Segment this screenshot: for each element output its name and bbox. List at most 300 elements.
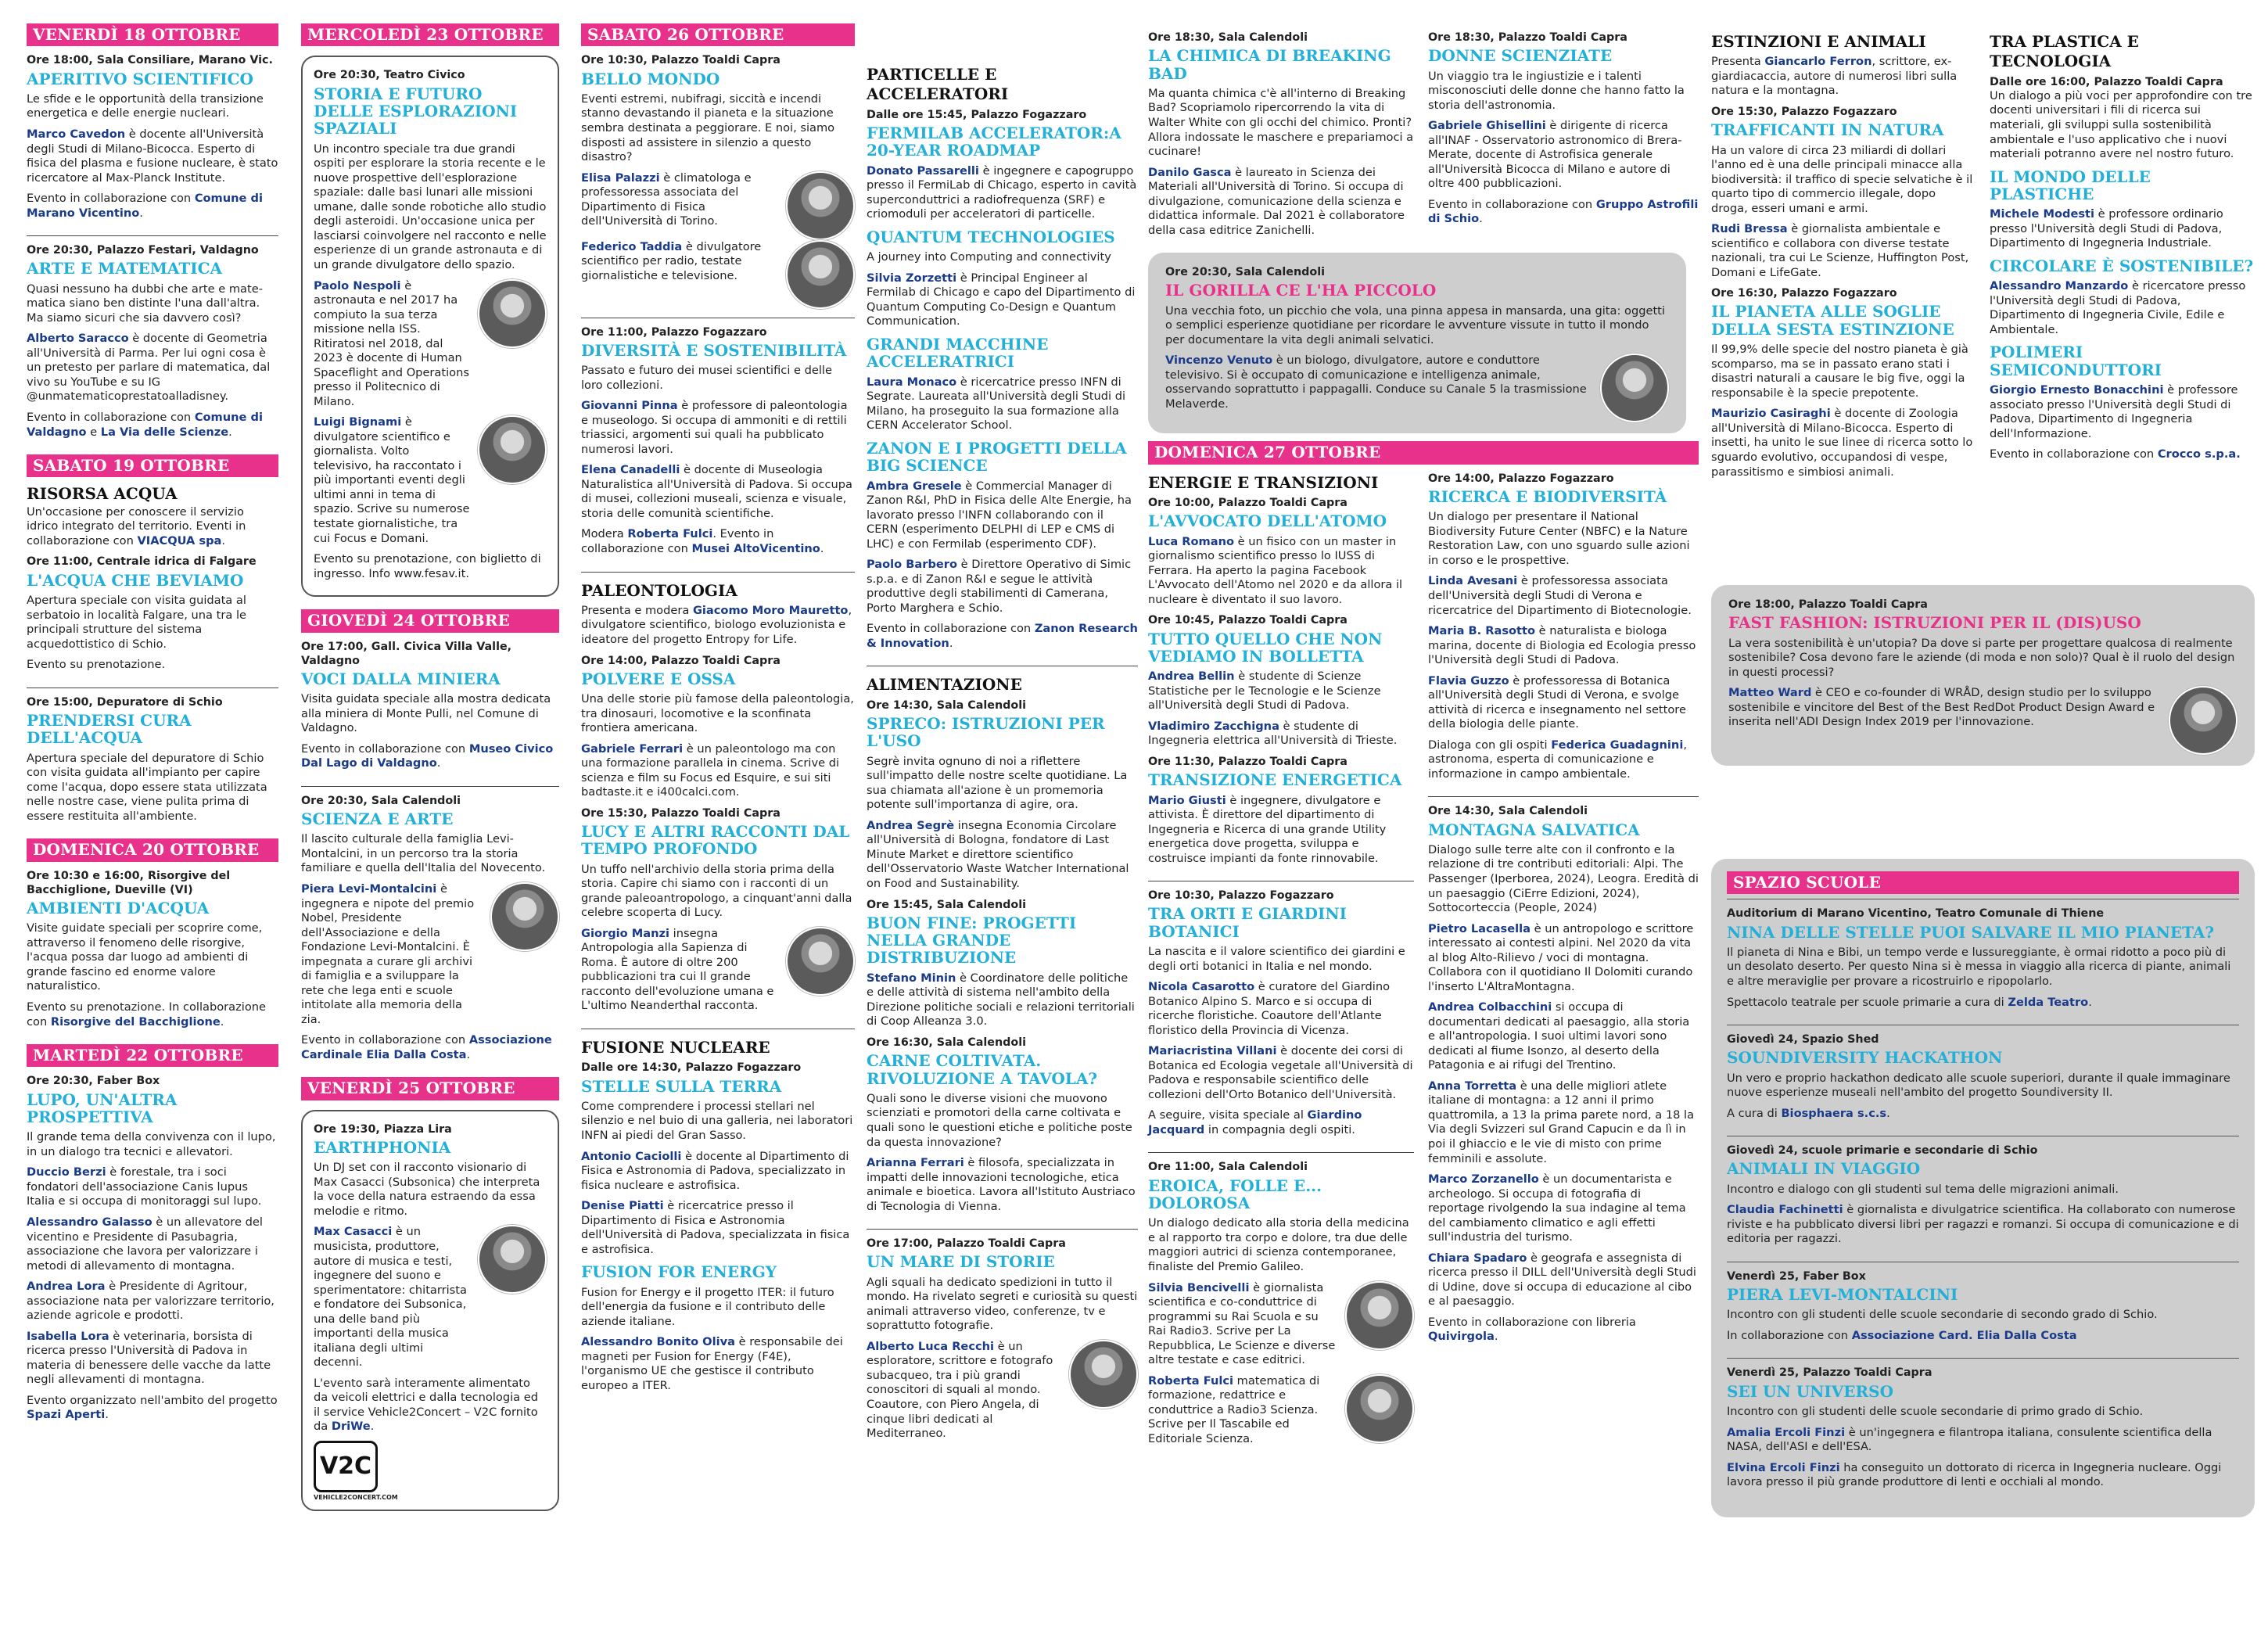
speaker-photo [1600,354,1669,422]
speaker-bio: Roberta Fulci matematica di formazione, redattrice e conduttrice a Radio3 Scienza. Scrive per Il Tascabile ed Editoriale Scienza. [1148,1373,1320,1445]
event-description: Apertura speciale del depuratore di Schio con visita guidata all'impianto per capire come l'acqua, dopo essere stata utilizzata nelle nostre case, viene pulita prima di essere restituita all'ambiente. [27,751,267,823]
speaker-name: Luigi Bignami [314,415,402,429]
event-title: FERMILAB ACCELERATOR:A 20-YEAR ROADMAP [867,123,1121,160]
speaker-bio: Marco Zorzanello è un documentarista e archeologo. Si occupa di fotografia di reportage rivolgendo la sua indagine al tema del cambiamento climatico e agli effetti sull'industria del turismo. [1428,1172,1686,1244]
event-title: BUON FINE: PROGETTI NELLA GRANDE DISTRIBUZIONE [867,913,1077,968]
collaboration-note: Modera Roberta Fulci. Evento in collaborazione con Musei AltoVicentino. [581,527,824,555]
event-title: RISORSA ACQUA [27,484,178,504]
column-6 [1711,23,1976,494]
event-time-place: Ore 18:30, Palazzo Toaldi Capra [1428,31,1627,44]
speaker-bio: Danilo Gasca è laureato in Scienza dei Materiali all'Università di Torino. Si occupa di divulgazione, comunicazione della scienza e didattica informale. Dal 2021 è collaboratore della casa editrice Zanichelli. [1148,165,1405,237]
speaker-bio: Gabriele Ghisellini è dirigente di ricerca all'INAF - Osservatorio astronomico di Brera-Merate, docente di Astrofisica generale all'Università Bicocca di Milano e autore di oltre 400 pubblicazioni. [1428,119,1682,191]
event-time-place: Giovedì 24, Spazio Shed [1727,1033,1879,1047]
speaker-name: Giovanni Pinna [581,399,678,413]
event-block [581,318,855,572]
event-title: FAST FASHION: ISTRUZIONI PER IL (DIS)USO [1728,613,2141,633]
event-title: L'AVVOCATO DELL'ATOMO [1148,512,1387,531]
speaker-photo [490,882,559,951]
event-time-place: Dalle ore 14:30, Palazzo Fogazzaro [581,1061,802,1075]
event-description: Una delle storie più famose della paleontologia, tra dinosauri, locomotive e la sconfinata frontiera americana. [581,692,854,735]
speaker-name: Alberto Saracco [27,332,129,346]
fast-fashion-box [1711,585,2255,766]
speaker-name: Max Casacci [314,1225,393,1239]
event-title: ZANON E I PROGETTI DELLA BIG SCIENCE [867,438,1127,476]
speaker-bio: Duccio Berzi è forestale, tra i soci fondatori dell'associazione Canis lupus Italia e si occupa di monitoraggi sul lupo. [27,1165,262,1208]
speaker-name: Nicola Casarotto [1148,980,1255,994]
collaboration-note: Evento in collaborazione con Comune di Marano Vicentino. [27,192,263,220]
speaker-name: Rudi Bressa [1711,222,1788,236]
collaborator-name: Comune di Marano Vicentino [27,192,263,220]
section-heading: ESTINZIONI E ANIMALI [1711,32,1926,51]
speaker-row [1728,686,2237,755]
collaborator-name: Giardino Jacquard [1148,1108,1362,1136]
event-description: Un incontro speciale tra due grandi ospiti per esplorare la storia recente e le nuove prospettive dell'esplorazione spaziale: dalle basi lunari alle missioni umane, dalle sonde robotiche allo studio degli asteroidi. Un'occasione unica per lasciarsi coinvolgere nel racconto e nelle esperienze di un grande astronauta e di un grande divulgatore dello spazio. [314,142,547,271]
event-time-place: Ore 10:45, Palazzo Toaldi Capra [1148,614,1348,627]
event-description: Il pianeta di Nina e Bibi, un tempo verde e lussureggiante, è ormai ridotto a poco più di un desolato deserto. Per questo Nina si è messa in viaggio alla ricerca di piante, animali e altre meraviglie per provare a ricostruirlo e ripopolarlo. [1727,945,2231,988]
speaker-bio: Alberto Saracco è docente di Geometria all'Università di Parma. Per lui ogni cosa è un pretesto per parlare di matematica, dal vivo su YouTube e su IG @unmatematicoprestatoalladisney. [27,332,271,404]
event-title: DIVERSITÀ E SOSTENIBILITÀ [581,340,847,360]
speaker-name: Arianna Ferrari [867,1156,964,1170]
event-time-place: Ore 10:30 e 16:00, Risorgive del Bacchiglione, Dueville (VI) [27,869,231,896]
speaker-bio: Luca Romano è un fisico con un master in giornalismo scientifico presso lo IUSS di Ferrara. Ha aperto la pagina Facebook L'Avvocato dell'Atomo nel 2020 e da allora il nucleare è diventato il suo lavoro. [1148,534,1403,606]
speaker-bio: Gabriele Ferrari è un paleontologo ma con una formazione parallela in cinema. Scrive di scienza e film su Focus ed Esquire, e sui siti badtaste.it e i400calci.com. [581,741,840,799]
speaker-photo [786,240,855,309]
bottom-left [1148,465,1414,1462]
event-note: Evento su prenotazione, con biglietto di ingresso. Info www.fesav.it. [314,552,541,580]
event-time-place: Ore 17:00, Gall. Civica Villa Valle, Valdagno [301,640,512,667]
speaker-bio: Paolo Barbero è Direttore Operativo di Simic s.p.a. e di Zanon R&I e segue le attività produttive degli stabilimenti di Camerana, Porto Marghera e Schio. [867,558,1132,615]
speaker-name: Silvia Bencivelli [1148,1280,1250,1294]
speaker-name: Michele Modesti [1990,207,2095,221]
speaker-bio: Arianna Ferrari è filosofa, specializzata in impatti delle innovazioni tecnologiche, etica animale e bioetica. Lavora all'Istituto Austriaco di Tecnologia di Vienna. [867,1156,1136,1213]
speaker-name: Gabriele Ghisellini [1428,119,1546,133]
speaker-name: Chiara Spadaro [1428,1251,1527,1265]
event-description: Il 99,9% delle specie del nostro pianeta è già scomparso, ma se in passato erano stati i disastri naturali a causare le big five, oggi la responsabile è la specie prepotente. [1711,343,1968,400]
section-heading: ENERGIE E TRANSIZIONI [1148,472,1379,492]
column-4 [867,56,1138,1456]
speaker-bio: Giovanni Pinna è professore di paleontologia e museologo. Si occupa di ammoniti e di rettili triassici, argomenti sui quali ha pubblicato numerosi lavori. [581,399,848,456]
event-block [1727,1358,2239,1504]
speaker-row [581,927,855,1020]
collaboration-note: A seguire, visita speciale al Giardino Jacquard in compagnia degli ospiti. [1148,1108,1362,1136]
speaker-name: Flavia Guzzo [1428,673,1509,688]
event-block [27,235,278,454]
speaker-bio: Mariacristina Villani è docente dei corsi di Botanica ed Ecologia vegetale all'Università di Padova e responsabile scientifico delle collezioni dell'Orto Botanico dell'Università. [1148,1044,1413,1101]
speaker-bio: Denise Piatti è ricercatrice presso il Dipartimento di Fisica e Astronomia dell'Università di Padova, specializzata in fisica e astrofisica. [581,1199,850,1256]
event-time-place: Ore 20:30, Teatro Civico [314,69,465,82]
event-title: CIRCOLARE È SOSTENIBILE? [1990,256,2254,275]
v2c-logo: V2C [314,1441,378,1492]
event-title: SEI UN UNIVERSO [1727,1381,1894,1401]
event-block [1727,1262,2239,1359]
speaker-row [1165,354,1669,422]
section-heading: FUSIONE NUCLEARE [581,1038,770,1057]
event-description: Un dialogo per presentare il National Biodiversity Future Center (NBFC) e la Nature Restoration Law, con uno sguardo sulle azioni in corso e le prospettive. [1428,510,1690,567]
event-block [581,572,855,1029]
speaker-photo [786,927,855,996]
event-title: TRANSIZIONE ENERGETICA [1148,770,1402,790]
event-title: IL GORILLA CE L'HA PICCOLO [1165,281,1437,300]
event-note: Evento su prenotazione. [27,658,166,672]
event-time-place: Ore 10:30, Palazzo Toaldi Capra [581,54,781,67]
date-bar: VENERDÌ 18 OTTOBRE [27,23,278,46]
event-block [867,1229,1138,1456]
event-title: PRENDERSI CURA DELL'ACQUA [27,710,192,748]
collaboration-note: Spettacolo teatrale per scuole primarie a cura di Zelda Teatro. [1727,995,2092,1009]
event-title: GRANDI MACCHINE ACCELERATRICI [867,334,1049,372]
speaker-bio: Rudi Bressa è giornalista ambientale e scientifico e collabora con diverse testate nazionali, tra cui Le Scienze, Huffington Post, Domani e LifeGate. [1711,222,1969,279]
collaborator-name: Risorgive del Bacchiglione [50,1014,221,1029]
date-bar: SABATO 19 OTTOBRE [27,454,278,477]
column-5 [1148,23,1699,1461]
event-title: TRA ORTI E GIARDINI BOTANICI [1148,904,1347,941]
date-bar: DOMENICA 20 OTTOBRE [27,838,278,861]
event-description: Segrè invita ognuno di noi a riflettere sull'impatto delle nostre scelte quotidiane. La sua chiamata all'azione è un promemoria potente sull'importanza di agire, ora. [867,754,1128,812]
event-block [27,1067,278,1438]
speaker-name: Duccio Berzi [27,1165,106,1179]
collaborator-name: La Via delle Scienze [100,425,229,439]
speaker-bio: Pietro Lacasella è un antropologo e scrittore interessato ai contesti alpini. Nel 2020 da vita al blog Alto-Rilievo / voci di montagna. Collabora con il quotidiano Il Dolomiti curando l'inserto L'AltraMontagna. [1428,921,1694,993]
event-description: A journey into Computing and connectivity [867,250,1111,264]
event-title: NINA DELLE STELLE PUOI SALVARE IL MIO PIANETA? [1727,922,2215,942]
event-description: Un'occasione per conoscere il servizio idrico integrato del territorio. Eventi in collaborazione con VIACQUA spa. [27,504,246,548]
event-box [301,56,559,597]
event-description: Le sfide e le opportunità della transizione energetica e delle energie nucleari. [27,92,264,120]
event-block [27,862,278,1044]
speaker-bio: Giorgio Manzi insegna Antropologia alla Sapienza di Roma. È autore di oltre 200 pubblicazioni tra cui Il grande racconto dell'evoluzione umana e L'ultimo Neanderthal racconta. [581,926,774,1013]
speaker-bio: Elvina Ercoli Finzi ha conseguito un dottorato di ricerca in Ingegneria nucleare. Oggi lavora presso il più grande produttore di lenti e occhiali al mondo. [1727,1460,2222,1489]
event-description: Un DJ set con il racconto visionario di Max Casacci (Subsonica) che interpreta la voce della natura estraendo da essa melodie e ritmo. [314,1161,540,1218]
speaker-name: Paolo Nespoli [314,278,401,293]
event-time-place: Auditorium di Marano Vicentino, Teatro Comunale di Thiene [1727,907,2105,921]
event-block [1990,23,2255,477]
event-block [1727,1025,2239,1136]
event-description: Incontro con gli studenti delle scuole secondarie di primo grado di Schio. [1727,1405,2144,1419]
event-description: Un dialogo a più voci per approfondire con tre docenti universitari i fili di ricerca sui materiali, gli sviluppi sulla sostenibilità ambientale e l'uso applicativo che i nuovi materiali potranno avere nel nostro futuro. [1990,88,2252,161]
speaker-photo [786,171,855,240]
speaker-bio: Maria B. Rasotto è naturalista e biologa marina, docente di Biologia ed Ecologia presso l'Università degli Studi di Padova. [1428,624,1696,667]
event-time-place: Ore 14:30, Sala Calendoli [1428,805,1588,818]
bottom-row [1148,465,1699,1462]
event-description: Presenta Giancarlo Ferron, scrittore, ex-giardiacaccia, autore di numerosi libri sulla natura e la montagna. [1711,55,1958,98]
speaker-row [314,1225,547,1376]
collaboration-note: Evento in collaborazione con Zanon Research & Innovation. [867,622,1138,650]
event-description: Incontro e dialogo con gli studenti sul tema delle migrazioni animali. [1727,1182,2119,1196]
speaker-bio: Paolo Nespoli è astronauta e nel 2017 ha compiuto la sua terza missione nella ISS. Ritiratosi nel 2018, dal 2023 è docente di Human Spaceflight and Operations presso il Politecnico di Milano. [314,278,469,408]
event-time-place: Dalle ore 16:00, Palazzo Toaldi Capra [1990,75,2223,88]
speaker-row [1148,1281,1414,1374]
event-time-place: Ore 10:00, Palazzo Toaldi Capra [1148,497,1348,510]
speaker-bio: Elena Canadelli è docente di Museologia Naturalistica all'Università di Padova. Si occupa di musei, collezioni museali, scienza e visuale, storia delle comunità scientifiche. [581,463,852,520]
speaker-bio: Flavia Guzzo è professoressa di Botanica all'Università degli Studi di Verona, e svolge attività di ricerca e insegnamento nel settore della biologia delle piante. [1428,673,1686,731]
event-time-place: Ore 20:30, Sala Calendoli [1165,266,1326,279]
v2c-logo-caption: VEHICLE2CONCERT.COM [314,1493,398,1501]
speaker-name: Ambra Gresele [867,479,962,493]
event-title: DONNE SCIENZIATE [1428,46,1613,66]
event-title: BELLO MONDO [581,69,720,88]
event-time-place: Ore 15:30, Palazzo Toaldi Capra [581,806,781,820]
event-title: EROICA, FOLLE E... DOLOROSA [1148,1176,1322,1213]
event-time-place: Ore 20:30, Faber Box [27,1075,160,1088]
event-description: La vera sostenibilità è un'utopia? Da dove si parte per progettare qualcosa di realmente sostenibile? Cosa devono fare le aziende (di moda e non solo)? Qual è il ruolo del design in questi processi? [1728,636,2235,679]
event-description: La nascita e il valore scientifico dei giardini e degli orti botanici in Italia e nel mondo. [1148,945,1405,973]
date-bar: DOMENICA 27 OTTOBRE [1148,441,1699,464]
speaker-row [314,415,547,552]
event-title: ANIMALI IN VIAGGIO [1727,1159,1921,1179]
speaker-name: Elena Canadelli [581,463,680,477]
speaker-name: Laura Monaco [867,375,957,389]
event-title: L'ACQUA CHE BEVIAMO [27,570,244,590]
event-title: QUANTUM TECHNOLOGIES [867,227,1115,246]
event-block [27,46,278,235]
event-description: Ha un valore di circa 23 miliardi di dollari l'anno ed è una delle principali minacce alla biodiversità: il traffico di specie selvatiche è il quarto tipo di commercio illegale, dopo droga, esseri umani e armi. [1711,143,1973,215]
event-description: Ma quanta chimica c'è all'interno di Breaking Bad? Scopriamolo ripercorrendo la vita di Walter White con gli occhi del chimico. Pronti? Allora indossate le maschere e prepariamoci a cucinare! [1148,86,1414,159]
speaker-name: Vladimiro Zacchigna [1148,719,1279,733]
speaker-bio: Andrea Colbacchini si occupa di documentari dedicati al paesaggio, alla storia e all'antropologia. I suoi ultimi lavori sono dedicati al fiume Isonzo, al deserto della Patagonia e ai rifugi del Trentino. [1428,1000,1690,1072]
event-time-place: Ore 15:30, Palazzo Fogazzaro [1711,105,1897,118]
collaboration-note: Evento in collaborazione con Associazione Cardinale Elia Dalla Costa. [301,1033,552,1061]
event-description: Una vecchia foto, un picchio che vola, una pinna appesa in mansarda, una gita: oggetti o semplici esperienze quotidiane per ricordare le avventure vissute in tutto il mondo per documentare la vita degli animali selvatici. [1165,303,1665,346]
event-title: UN MARE DI STORIE [867,1252,1055,1272]
event-description: Il grande tema della convivenza con il lupo, in un dialogo tra tecnici e allevatori. [27,1130,276,1158]
collaboration-note: Evento in collaborazione con Gruppo Astrofili di Schio. [1428,197,1699,226]
speaker-name: Danilo Gasca [1148,165,1232,179]
speaker-name: Andrea Segrè [867,818,955,832]
event-time-place: Ore 11:00, Palazzo Fogazzaro [581,325,767,339]
speaker-bio: Max Casacci è un musicista, produttore, autore di musica e testi, ingegnere del suono e sperimentatore: chitarrista e fondatore dei Subsonica, una delle band più importanti della musica italiana degli ultimi decenni. [314,1225,467,1370]
collaborator-name: Comune di Valdagno [27,410,263,439]
event-title: CARNE COLTIVATA. RIVOLUZIONE A TAVOLA? [867,1051,1098,1088]
event-title: TUTTO QUELLO CHE NON VEDIAMO IN BOLLETTA [1148,629,1383,666]
speaker-bio: Vincenzo Venuto è un biologo, divulgatore, autore e conduttore televisivo. Si è occupato di comunicazione e intelligenza animale, osservando soprattutto i pappagalli. Conduce su Canale 5 la trasmissione Melaverde. [1165,354,1587,411]
speaker-bio: Laura Monaco è ricercatrice presso INFN di Segrate. Laureata all'Università degli Studi di Milano, ha proseguito la sua formazione alla CERN Accelerator School. [867,375,1126,433]
speaker-name: Andrea Colbacchini [1428,1000,1552,1014]
event-title: PIERA LEVI-MONTALCINI [1727,1285,1958,1305]
collaboration-note: A cura di Biosphaera s.c.s. [1727,1106,1890,1120]
speaker-photo [1345,1281,1414,1350]
speaker-row [301,882,559,1033]
speaker-name: Stefano Minin [867,971,956,985]
event-block [27,688,278,839]
speaker-name: Vincenzo Venuto [1165,354,1273,368]
speaker-bio: Silvia Zorzetti è Principal Engineer al Fermilab di Chicago e capo del Dipartimento di Quantum Computing Co-Design e Quantum Communication. [867,271,1136,329]
event-time-place: Ore 18:30, Sala Calendoli [1148,31,1308,44]
speaker-name: Roberta Fulci [1148,1373,1233,1388]
speaker-name: Donato Passarelli [867,163,979,178]
speaker-bio: Stefano Minin è Coordinatore delle politiche e delle attività di sistema nell'ambito della Direzione politiche sociali e relazioni territoriali di Coop Alleanza 3.0. [867,971,1135,1029]
event-time-place: Giovedì 24, scuole primarie e secondarie di Schio [1727,1144,2038,1158]
speaker-photo [1345,1374,1414,1443]
event-block [1428,796,1699,1359]
event-title: SCIENZA E ARTE [301,810,454,829]
date-bar: GIOVEDÌ 24 OTTOBRE [301,609,559,632]
event-block [1148,1152,1414,1461]
speaker-name: Alessandro Manzardo [1990,279,2129,293]
collaborator-name: Associazione Cardinale Elia Dalla Costa [301,1033,552,1061]
collaboration-note: In collaborazione con Associazione Card. Elia Dalla Costa [1727,1328,2077,1342]
speaker-name: Mario Giusti [1148,793,1226,807]
speaker-name: Marco Zorzanello [1428,1172,1539,1187]
event-note: L'evento sarà interamente alimentato da veicoli elettrici e dalla tecnologia ed il service Vehicle2Concert – V2C fornito da DriWe. [314,1376,538,1434]
event-description: Agli squali ha dedicato spedizioni in tutto il mondo. Ha rivelato segreti e curiosità su questi animali attraverso video, conferenze, tv e soprattutto fotografie. [867,1275,1138,1333]
speaker-name: Matteo Ward [1728,686,1812,700]
event-block [27,477,278,687]
speaker-bio: Andrea Segrè insegna Economia Circolare all'Università di Bologna, fondatore di Last Minute Market e direttore scientifico dell'Osservatorio Waste Watcher International on Food and Sustainability. [867,818,1129,890]
collaborator-name: Federica Guadagnini [1551,738,1684,752]
highlight-name: Giancarlo Ferron [1764,55,1872,69]
event-description: Un vero e proprio hackathon dedicato alle scuole superiori, durante il quale immaginare nuove esperienze museali nell'ambito del progetto Soundiversity II. [1727,1071,2230,1100]
date-bar: MERCOLEDÌ 23 OTTOBRE [301,23,559,46]
event-description: Fusion for Energy e il progetto ITER: il futuro dell'energia da fusione e il contributo delle aziende italiane. [581,1285,834,1328]
speaker-name: Maurizio Casiraghi [1711,407,1831,421]
top-left [1148,23,1414,253]
event-block [1148,23,1414,253]
speaker-bio: Silvia Bencivelli è giornalista scientifica e co-conduttrice di programmi su Rai Scuola e su Rai Radio3. Scrive per La Repubblica, Le Scienze e diverse altre testate e case editrici. [1148,1280,1336,1367]
event-title: LA CHIMICA DI BREAKING BAD [1148,46,1391,83]
speaker-name: Pietro Lacasella [1428,921,1531,935]
speaker-bio: Claudia Fachinetti è giornalista e divulgatrice scientifica. Ha collaborato con numerose riviste e ha pubblicato diversi libri per ragazzi e romanzi. Si occupa di comunicazione e di editoria per ragazzi. [1727,1203,2239,1246]
speaker-bio: Alberto Luca Recchi è un esploratore, scrittore e fotografo subacqueo, tra i più grandi conoscitori di squali al mondo. Coautore, con Piero Angela, di cinque libri dedicati al Mediterraneo. [867,1339,1053,1441]
collaboration-note: Evento organizzato nell'ambito del progetto Spazi Aperti. [27,1393,278,1422]
speaker-name: Alessandro Bonito Oliva [581,1335,735,1349]
speaker-name: Isabella Lora [27,1329,109,1343]
speaker-name: Elvina Ercoli Finzi [1727,1460,1840,1474]
event-description: Eventi estremi, nubifragi, siccità e incendi stanno devastando il pianeta e la situazione sembra destinata a peggiorare. E noi, siamo disposti ad assistere in silenzio a questo disastro? [581,92,835,164]
speaker-bio: Piera Levi-Montalcini è ingegnera e nipote del premio Nobel, Presidente dell'Associazione e della Fondazione Levi-Montalcini. È impegnata a curare gli archivi di famiglia e a sviluppare la rete che lega enti e scuole intitolate alla memoria della zia. [301,882,475,1026]
event-time-place: Ore 14:00, Palazzo Toaldi Capra [581,654,781,667]
event-time-place: Ore 18:00, Sala Consiliare, Marano Vic. [27,54,273,67]
event-time-place: Venerdì 25, Palazzo Toaldi Capra [1727,1366,1932,1380]
event-time-place: Ore 17:00, Palazzo Toaldi Capra [867,1237,1066,1251]
schools-box [1711,859,2255,1517]
event-title: EARTHPHONIA [314,1137,451,1157]
speaker-name: Silvia Zorzetti [867,271,957,285]
event-time-place: Ore 11:00, Centrale idrica di Falgare [27,555,257,569]
speaker-name: Giorgio Ernesto Bonacchini [1990,383,2164,397]
event-block [1727,899,2239,1025]
event-description: Visite guidate speciali per scoprire come, attraverso il fenomeno delle risorgive, l'acqua possa dar luogo ad ambienti di grande fascino ed enorme valore naturalistico. [27,921,263,993]
speaker-name: Linda Avesani [1428,574,1518,588]
bottom-right [1428,465,1699,1462]
event-block [1148,465,1414,881]
speaker-photo [478,1225,547,1294]
event-title: ARTE E MATEMATICA [27,259,223,278]
speaker-row [867,1340,1138,1448]
event-block [1727,1136,2239,1262]
speaker-name: Federico Taddia [581,239,683,253]
speaker-name: Alberto Luca Recchi [867,1339,995,1353]
event-description: Un tuffo nell'archivio della storia prima della storia. Capire chi siamo con i racconti di un grande paleoantropologo, a cinquant'anni dalla celebre scoperta di Lucy. [581,862,852,920]
event-time-place: Venerdì 25, Faber Box [1727,1269,1866,1283]
section-heading: TRA PLASTICA E TECNOLOGIA [1990,32,2139,71]
collaborator-name: DriWe [331,1420,371,1434]
speaker-bio: Anna Torretta è una delle migliori atlete italiane di montagna: a 12 anni il primo quattromila, a 13 la prima parete nord, a 18 la Via degli Svizzeri sul Grand Capucin e da lì in poi il ghiaccio e le vie di misto con prime femminili e assolute. [1428,1079,1695,1165]
event-block [1428,23,1699,242]
schools-bar: SPAZIO SCUOLE [1727,871,2239,894]
speaker-bio: Antonio Caciolli è docente al Dipartimento di Fisica e Astronomia di Padova, specializzato in fisica nucleare e astrofisica. [581,1149,849,1192]
speaker-bio: Alessandro Manzardo è ricercatore presso l'Università degli Studi di Padova, Dipartimento di Ingegneria Civile, Edile e Ambientale. [1990,279,2246,336]
collaboration-note: Evento in collaborazione con Comune di Valdagno e La Via delle Scienze. [27,410,263,439]
column-7 [1990,23,2255,477]
collaborator-name: Associazione Card. Elia Dalla Costa [1851,1328,2077,1342]
event-description: Un dialogo dedicato alla storia della medicina e al rapporto tra corpo e dolore, tra due delle maggiori autrici di scienza contemporanee, finaliste del Premio Galileo. [1148,1216,1409,1274]
collaborator-name: Museo Civico Dal Lago di Valdagno [301,741,554,770]
event-description: Quasi nessuno ha dubbi che arte e mate-matica siano ben distinte l'una dall'altra. Ma siamo sicuri che sia davvero così? [27,282,263,325]
event-title: SOUNDIVERSITY HACKATHON [1727,1048,2003,1068]
speaker-bio: Matteo Ward è CEO e co-founder di WRÅD, design studio per lo sviluppo sostenibile e vincitore del Best of the Best RedDot Product Design Award e inserita nell'ADI Design Index 2019 per l'innovazione. [1728,686,2155,729]
speaker-bio: Giorgio Ernesto Bonacchini è professore associato presso l'Università degli Studi di Padova, Dipartimento di Ingegneria dell'Informazione. [1990,383,2238,440]
gorilla-box [1148,253,1686,433]
event-title: IL PIANETA ALLE SOGLIE DELLA SESTA ESTINZIONE [1711,302,1954,339]
event-block [581,1029,855,1408]
speaker-name: Piera Levi-Montalcini [301,882,437,896]
speaker-bio: Linda Avesani è professoressa associata dell'Università degli Studi di Verona e ricercatrice del Dipartimento di Biotecnologie. [1428,574,1692,617]
speaker-bio: Michele Modesti è professore ordinario presso l'Università degli Studi di Padova, Dipartimento di Ingegneria Industriale. [1990,207,2223,250]
event-block [1148,881,1414,1152]
speaker-photo [1069,1340,1138,1409]
date-bar: MARTEDÌ 22 OTTOBRE [27,1044,278,1067]
column-3 [581,23,855,1408]
event-title: VOCI DALLA MINIERA [301,669,501,688]
event-time-place: Dalle ore 15:45, Palazzo Fogazzaro [867,108,1087,121]
speaker-name: Claudia Fachinetti [1727,1203,1843,1217]
speaker-bio: Donato Passarelli è ingegnere e capogruppo presso il FermiLab di Chicago, esperto in cavità superconduttrici a radiofrequenza (SRF) e criomoduli per acceleratori di particelle. [867,163,1137,221]
event-block [867,666,1138,1229]
event-description: Passato e futuro dei musei scientifici e delle loro collezioni. [581,364,832,392]
collaborator-name: Zanon Research & Innovation [867,622,1138,650]
event-description: Un viaggio tra le ingiustizie e i talenti misconosciuti delle donne che hanno fatto la storia dell'astronomia. [1428,69,1685,112]
event-description: Come comprendere i processi stellari nel silenzio e nel buio di una galleria, nei laboratori INFN ai piedi del Gran Sasso. [581,1099,853,1143]
event-block [1711,23,1976,494]
collaborator-name: Musei AltoVicentino [691,541,820,555]
section-heading: ALIMENTAZIONE [867,675,1022,695]
collaboration-note: Evento in collaborazione con Museo Civico Dal Lago di Valdagno. [301,741,554,770]
event-title: STELLE SULLA TERRA [581,1076,782,1096]
collaboration-note: Dialoga con gli ospiti Federica Guadagnini, astronoma, esperta di comunicazione e informazione in campo ambientale. [1428,738,1687,781]
event-description: Il lascito culturale della famiglia Levi-Montalcini, in un percorso tra la storia familiare e quella dell'Italia del Novecento. [301,832,546,875]
speaker-bio: Maurizio Casiraghi è docente di Zoologia all'Università di Milano-Bicocca. Esperto di insetti, ha unito le sue linee di ricerca sotto lo sguardo evolutivo, occupandosi di vespe, parassitismo e simbiosi animali. [1711,407,1973,479]
event-time-place: Ore 11:30, Palazzo Toaldi Capra [1148,755,1348,768]
top-right [1428,23,1699,253]
highlight-name: Giacomo Moro Mauretto [692,603,849,617]
event-time-place: Ore 14:30, Sala Calendoli [867,698,1027,712]
event-time-place: Ore 18:00, Palazzo Toaldi Capra [1728,598,1928,611]
speaker-photo [478,279,547,348]
section-heading: PARTICELLE E ACCELERATORI [867,65,1009,104]
event-block [581,46,855,317]
collaborator-name: Biosphaera s.c.s [1781,1106,1887,1120]
collaborator-name: Zelda Teatro [2008,995,2089,1009]
speaker-name: Denise Piatti [581,1199,664,1213]
event-title: AMBIENTI D'ACQUA [27,898,210,917]
event-time-place: Ore 16:30, Palazzo Fogazzaro [1711,287,1897,300]
speaker-photo [2169,686,2237,755]
speaker-bio: Ambra Gresele è Commercial Manager di Zanon R&I, PhD in Fisica delle Alte Energie, ha lavorato presso l'INFN collaborando con il CERN (esperimento DELPHI di LEP e CMS di LHC) e con Fermilab (esperimento CDF). [867,479,1132,551]
speaker-name: Paolo Barbero [867,558,958,572]
event-description: Dialogo sulle terre alte con il confronto e la relazione di tre contributi editoriali: Alpi. The Passenger (Iperborea, 2024), Leogra. Eredità di un paesaggio (CiErre Edizioni, 2024), Sottocorteccia (People, 2024) [1428,842,1699,915]
speaker-name: Amalia Ercoli Finzi [1727,1425,1846,1439]
event-title: POLVERE E OSSA [581,669,736,688]
event-time-place: Ore 15:45, Sala Calendoli [867,898,1027,911]
event-title: LUCY E ALTRI RACCONTI DAL TEMPO PROFONDO [581,821,850,859]
event-title: APERITIVO SCIENTIFICO [27,69,253,88]
event-description: Apertura speciale con visita guidata al serbatoio in località Falgare, una tra le principali strutture del sistema acquedottistico di Schio. [27,593,246,651]
highlight-name: VIACQUA spa [137,533,222,548]
column-1 [27,23,278,1438]
event-title: TRAFFICANTI IN NATURA [1711,120,1944,140]
speaker-name: Andrea Bellin [1148,670,1235,684]
speaker-bio: Federico Taddia è divulgatore scientifico per radio, testate giornalistiche e televisione. [581,239,762,282]
